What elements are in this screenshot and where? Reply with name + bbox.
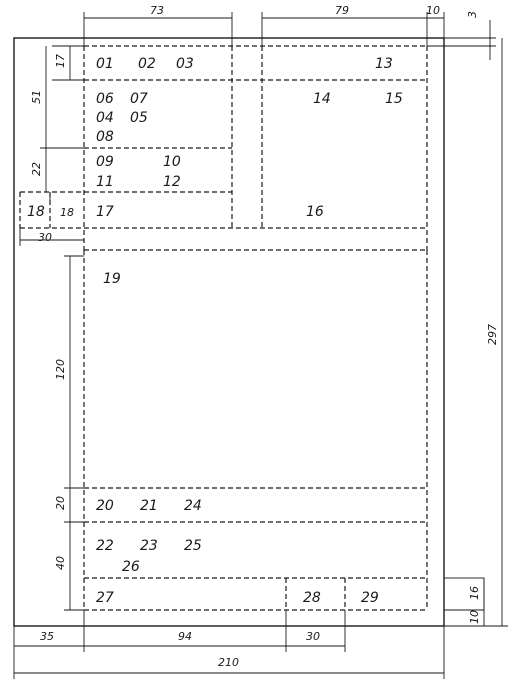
- field-14-label: 14: [313, 91, 331, 107]
- field-08-label: 08: [96, 129, 114, 145]
- field-20-label: 20: [96, 498, 114, 514]
- dim-17-label: 17: [54, 54, 67, 68]
- sheet-border: [14, 38, 444, 626]
- field-15-label: 15: [385, 91, 403, 107]
- field-07-label: 07: [130, 91, 148, 107]
- dim-35-label: 35: [40, 630, 54, 643]
- header-block: [84, 46, 427, 250]
- dim-51-label: 51: [30, 90, 43, 104]
- field-16-label: 16: [306, 204, 324, 220]
- field-23-label: 23: [140, 538, 158, 554]
- dim-120-label: 120: [54, 359, 67, 380]
- dim-3-label: 3: [466, 11, 479, 18]
- field-05-label: 05: [130, 110, 148, 126]
- field-11-label: 11: [96, 174, 114, 190]
- field-09-label: 09: [96, 154, 114, 170]
- dim-18-label: 18: [60, 206, 74, 219]
- dimension-lines: [14, 12, 508, 679]
- field-13-label: 13: [375, 56, 393, 72]
- field-02-label: 02: [138, 56, 156, 72]
- field-28-label: 28: [303, 590, 321, 606]
- dim-73-label: 73: [150, 4, 164, 17]
- dim-30-left-label: 30: [38, 231, 52, 244]
- dim-20-label: 20: [54, 496, 67, 510]
- field-06-label: 06: [96, 91, 114, 107]
- field-25-label: 25: [184, 538, 202, 554]
- dim-22-label: 22: [30, 162, 43, 176]
- field-10-label: 10: [163, 154, 181, 170]
- field-12-label: 12: [163, 174, 181, 190]
- field-04-label: 04: [96, 110, 114, 126]
- dim-79-label: 79: [335, 4, 349, 17]
- field-24-label: 24: [184, 498, 202, 514]
- field-21-label: 21: [140, 498, 158, 514]
- dim-40-label: 40: [54, 556, 67, 570]
- dim-210-label: 210: [218, 656, 239, 669]
- dim-10-top-label: 10: [426, 4, 440, 17]
- field-26-label: 26: [122, 559, 140, 575]
- field-29-label: 29: [361, 590, 379, 606]
- dim-30-bottom-label: 30: [306, 630, 320, 643]
- field-18-label: 18: [27, 204, 45, 220]
- dim-16-label: 16: [468, 586, 481, 600]
- field-labels: [27, 56, 403, 606]
- dim-10-bottom-label: 10: [468, 610, 481, 624]
- field-01-label: 01: [96, 56, 114, 72]
- field-17-label: 17: [96, 204, 114, 220]
- field-03-label: 03: [176, 56, 194, 72]
- dim-297-label: 297: [486, 324, 499, 345]
- dim-94-label: 94: [178, 630, 192, 643]
- field-22-label: 22: [96, 538, 114, 554]
- field-27-label: 27: [96, 590, 114, 606]
- field-19-label: 19: [103, 271, 121, 287]
- main-body-block: [84, 250, 427, 610]
